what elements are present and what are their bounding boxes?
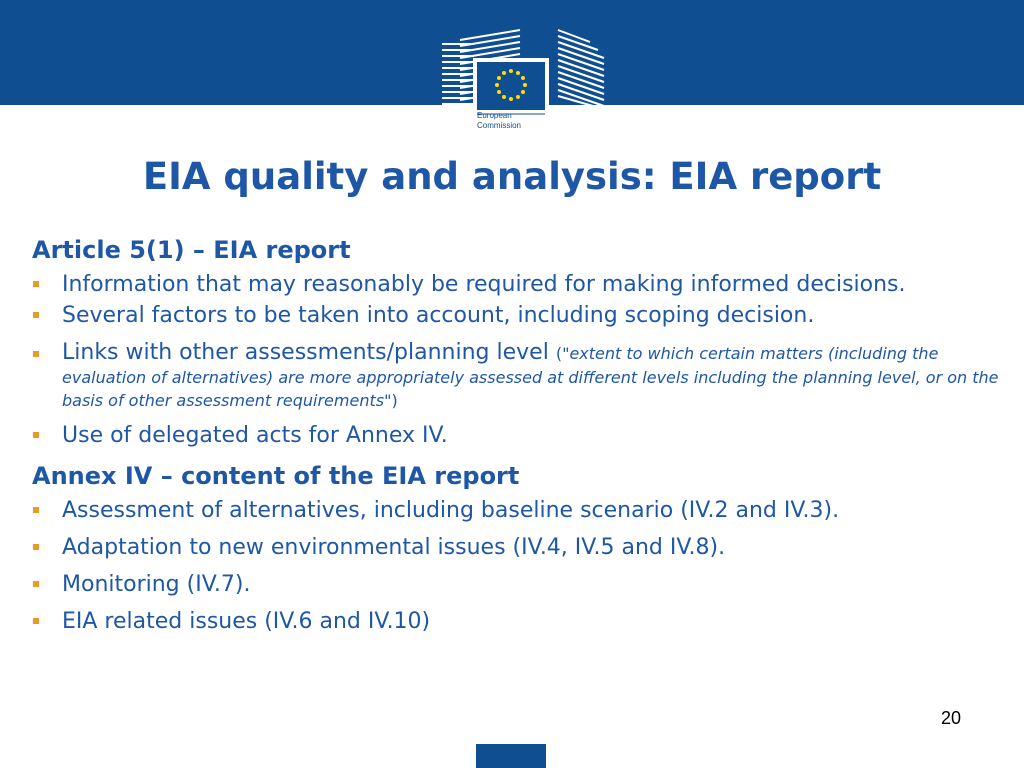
list-item-text: Monitoring (IV.7). — [62, 572, 251, 597]
list-item — [32, 339, 1002, 412]
european-commission-logo — [440, 28, 606, 148]
list-item-note: "extent to which certain matters (including the evaluation of alternatives) are more appropriately assessed at different levels including the planning level, or on the basis of other assessment requirements" — [62, 344, 999, 410]
bullet-icon — [33, 507, 39, 513]
list-item-text: Assessment of alternatives, including baseline scenario (IV.2 and IV.3). — [62, 498, 840, 523]
page-number: 20 — [940, 708, 962, 728]
article-bullet-list — [32, 271, 1002, 449]
slide-title: EIA quality and analysis: EIA report — [142, 155, 882, 198]
slide-content — [32, 233, 1002, 645]
list-item — [32, 534, 1002, 561]
list-item-text: Information that may reasonably be required for making informed decisions. — [62, 272, 906, 297]
bullet-icon — [33, 351, 39, 357]
bottom-flag-decoration — [476, 744, 546, 768]
berlaymont-building-icon — [440, 28, 606, 148]
bullet-icon — [33, 618, 39, 624]
section-heading-article: Article 5(1) – EIA report — [32, 236, 351, 264]
bullet-icon — [33, 312, 39, 318]
list-item — [32, 608, 1002, 635]
list-item — [32, 302, 1002, 329]
logo-line-1: European — [477, 111, 512, 120]
section-heading-annex: Annex IV – content of the EIA report — [32, 462, 520, 490]
bullet-icon — [33, 432, 39, 438]
logo-line-2: Commission — [477, 120, 522, 130]
list-item-text: Links with other assessments/planning level — [62, 340, 549, 365]
bullet-icon — [33, 544, 39, 550]
note-open-paren: ( — [555, 344, 563, 363]
list-item-text: Use of delegated acts for Annex IV. — [62, 423, 448, 448]
bullet-icon — [33, 581, 39, 587]
annex-bullet-list — [32, 497, 1002, 635]
list-item-text: EIA related issues (IV.6 and IV.10) — [62, 609, 431, 634]
list-item — [32, 497, 1002, 524]
logo-text — [477, 111, 547, 130]
bullet-icon — [33, 281, 39, 287]
list-item — [32, 571, 1002, 598]
note-close-paren: ) — [391, 391, 398, 410]
list-item — [32, 422, 1002, 449]
list-item-text: Several factors to be taken into account, including scoping decision. — [62, 303, 815, 328]
list-item-text: Adaptation to new environmental issues (IV.4, IV.5 and IV.8). — [62, 535, 726, 560]
list-item — [32, 271, 1002, 298]
